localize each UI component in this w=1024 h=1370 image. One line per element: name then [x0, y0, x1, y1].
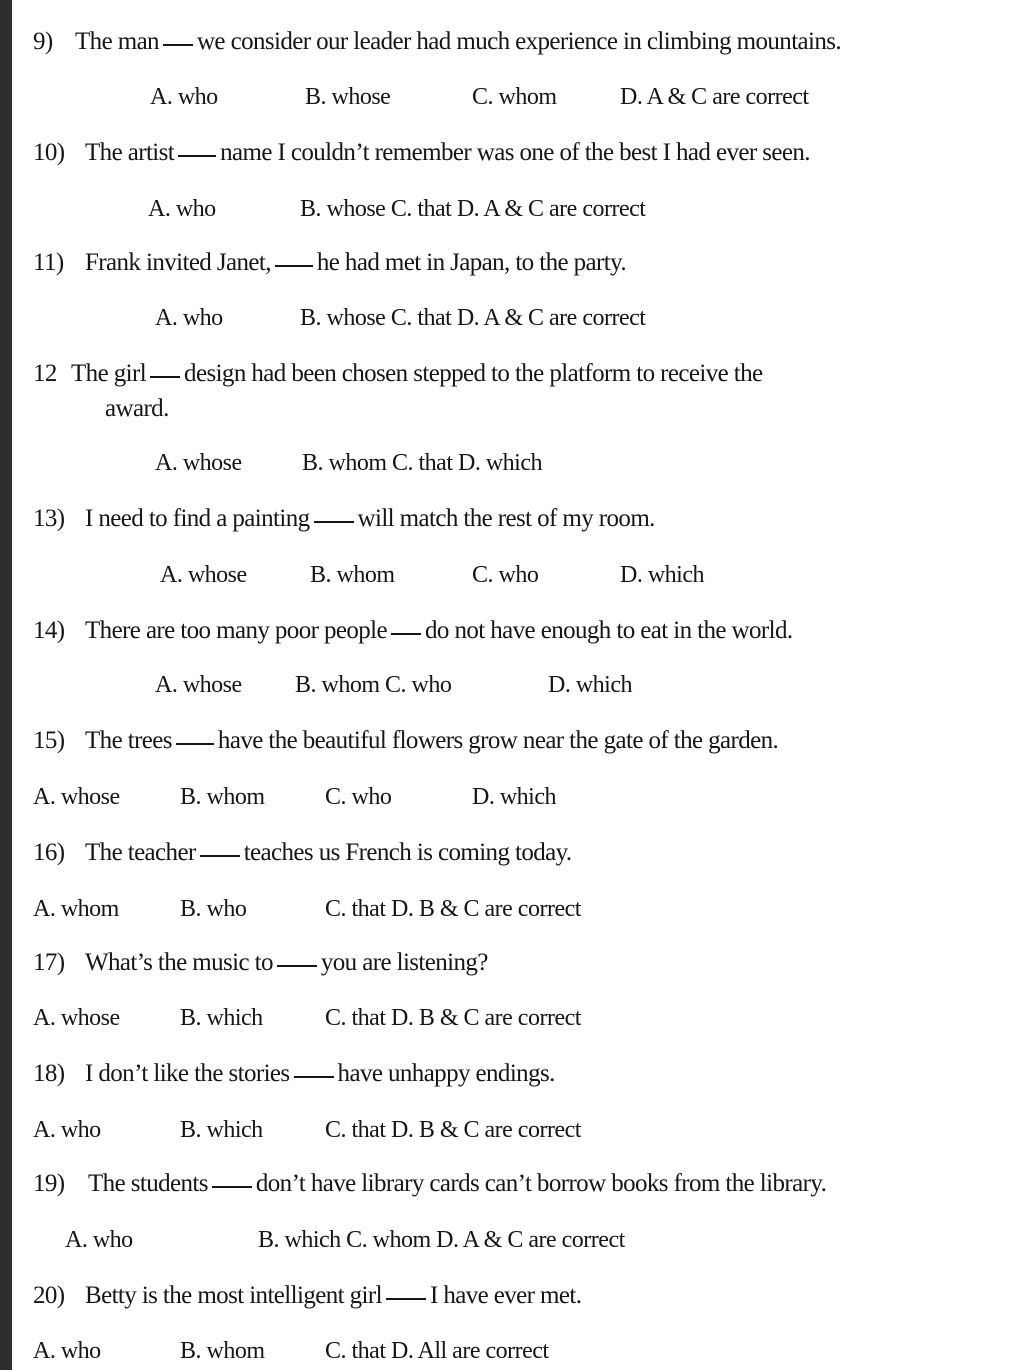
answer-option: B. whom [310, 562, 395, 588]
question-text-after-blank: we consider our leader had much experience in climbing mountains. [196, 28, 842, 55]
question-text-before-blank: The trees [85, 727, 172, 754]
question-16-line [33, 838, 572, 868]
answer-blank [294, 1076, 334, 1078]
answer-blank [212, 1186, 252, 1188]
question-number: 14) [33, 617, 65, 644]
question-number: 9) [33, 28, 53, 55]
question-12-line [33, 359, 763, 389]
answer-blank [163, 44, 193, 46]
answer-option: C. who [325, 784, 392, 810]
question-text-after-blank: will match the rest of my room. [357, 505, 655, 532]
answer-blank [277, 965, 317, 967]
question-text-before-blank: The teacher [85, 839, 196, 866]
answer-option: B. whom C. who [295, 672, 452, 698]
answer-option: C. who [472, 562, 539, 588]
answer-option: D. which [620, 562, 704, 588]
question-text-before-blank: The man [75, 28, 159, 55]
answer-blank [314, 521, 354, 523]
answer-option: A. whom [33, 896, 119, 922]
question-number: 11) [33, 249, 64, 276]
answer-option: B. whom [180, 1338, 265, 1364]
question-text-after-blank: have the beautiful flowers grow near the gate of the garden. [217, 727, 779, 754]
answer-option: A. whose [33, 784, 120, 810]
question-text-before-blank: There are too many poor people [85, 617, 388, 644]
answer-option: A. whose [155, 450, 242, 476]
question-17-line [33, 948, 488, 978]
answer-option: A. who [65, 1227, 133, 1253]
answer-blank [150, 376, 180, 378]
question-text-after-blank: I have ever met. [429, 1282, 582, 1309]
answer-blank [200, 855, 240, 857]
answer-blank [386, 1298, 426, 1300]
question-number: 16) [33, 839, 65, 866]
answer-option: B. whom C. that D. which [302, 450, 542, 476]
answer-option: A. who [150, 84, 218, 110]
answer-option: D. which [548, 672, 632, 698]
question-number: 17) [33, 949, 65, 976]
question-18-line [33, 1059, 555, 1089]
answer-option: C. that D. B & C are correct [325, 896, 581, 922]
question-20-line [33, 1281, 581, 1311]
answer-option: A. who [33, 1338, 101, 1364]
answer-option: A. who [148, 196, 216, 222]
question-10-line [33, 138, 810, 168]
question-text-before-blank: I need to find a painting [85, 505, 310, 532]
question-9-line [33, 27, 841, 57]
question-number: 18) [33, 1060, 65, 1087]
answer-option: B. which [180, 1005, 263, 1031]
answer-option: A. whose [160, 562, 247, 588]
question-13-line [33, 504, 655, 534]
question-14-line [33, 616, 793, 646]
question-text-after-blank: design had been chosen stepped to the platform to receive the [184, 360, 763, 387]
question-number: 10) [33, 139, 65, 166]
question-number: 13) [33, 505, 65, 532]
question-text-before-blank: I don’t like the stories [85, 1060, 290, 1087]
answer-option: C. that D. All are correct [325, 1338, 549, 1364]
answer-option: C. whom [472, 84, 557, 110]
answer-option: C. that D. B & C are correct [325, 1005, 581, 1031]
answer-option: B. who [180, 896, 247, 922]
question-text-before-blank: The girl [71, 360, 147, 387]
question-text-after-blank: teaches us French is coming today. [243, 839, 572, 866]
question-text-after-blank: don’t have library cards can’t borrow books from the library. [255, 1170, 827, 1197]
question-19-line [33, 1169, 826, 1199]
question-text-after-blank: you are listening? [320, 949, 488, 976]
question-text-before-blank: What’s the music to [85, 949, 273, 976]
question-text-before-blank: The students [88, 1170, 208, 1197]
answer-option: D. A & C are correct [620, 84, 809, 110]
question-number: 20) [33, 1282, 65, 1309]
answer-option: A. who [33, 1117, 101, 1143]
question-number: 19) [33, 1170, 65, 1197]
question-text-before-blank: Frank invited Janet, [85, 249, 271, 276]
answer-option: A. whose [33, 1005, 120, 1031]
question-text-after-blank: he had met in Japan, to the party. [316, 249, 627, 276]
answer-option: B. whom [180, 784, 265, 810]
question-11-line [33, 248, 626, 278]
question-number: 15) [33, 727, 65, 754]
answer-option: B. which [180, 1117, 263, 1143]
question-text-before-blank: The artist [85, 139, 175, 166]
question-text-after-blank: do not have enough to eat in the world. [425, 617, 793, 644]
answer-option: D. which [472, 784, 556, 810]
question-text-after-blank: have unhappy endings. [337, 1060, 555, 1087]
question-number: 12 [33, 360, 57, 387]
question-text-before-blank: Betty is the most intelligent girl [85, 1282, 382, 1309]
left-page-edge [0, 0, 12, 1370]
answer-blank [275, 265, 313, 267]
question-text-continuation: award. [105, 395, 169, 422]
answer-option: B. whose [305, 84, 391, 110]
answer-option: C. that D. B & C are correct [325, 1117, 581, 1143]
answer-option: B. whose C. that D. A & C are correct [300, 305, 646, 331]
question-15-line [33, 726, 778, 756]
answer-blank [176, 743, 214, 745]
answer-option: B. whose C. that D. A & C are correct [300, 196, 646, 222]
answer-option: A. who [155, 305, 223, 331]
answer-blank [391, 633, 421, 635]
question-text-after-blank: name I couldn’t remember was one of the best I had ever seen. [220, 139, 810, 166]
answer-option: A. whose [155, 672, 242, 698]
answer-option: B. which C. whom D. A & C are correct [258, 1227, 625, 1253]
answer-blank [178, 155, 216, 157]
